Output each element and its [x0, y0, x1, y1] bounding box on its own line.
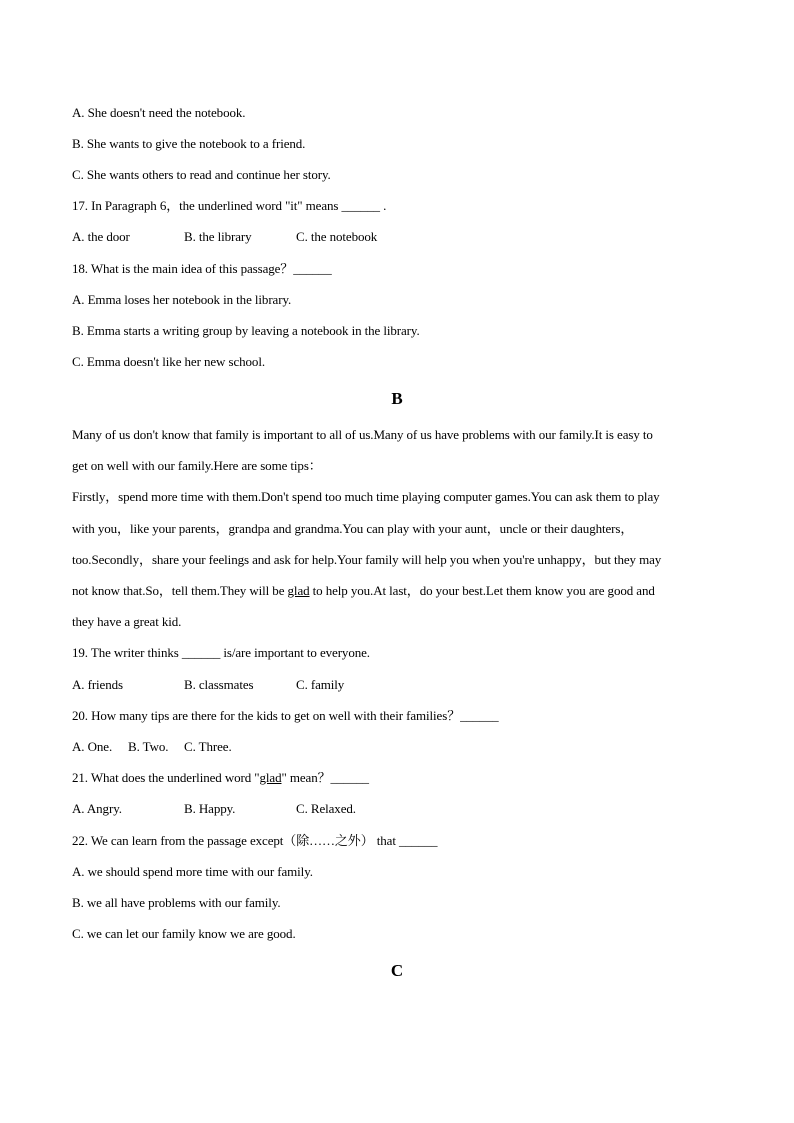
q16-option-b: B. She wants to give the notebook to a friend.	[72, 136, 306, 151]
q16-option-c: C. She wants others to read and continue her story.	[72, 167, 331, 182]
passage-line-3: Firstly，spend more time with them.Don't spend too much time playing computer games.You can ask them to play	[72, 489, 660, 504]
q21-underlined-word: glad	[259, 770, 282, 785]
q20-option-b: B. Two.	[128, 739, 169, 754]
q20-option-c: C. Three.	[184, 739, 232, 754]
section-b-heading: B	[391, 389, 403, 408]
q21-option-b: B. Happy.	[184, 801, 236, 816]
q22-option-a: A. we should spend more time with our family.	[72, 864, 313, 879]
q17-options	[72, 229, 377, 245]
q21-stem-start: 21. What does the underlined word "	[72, 770, 260, 785]
q17-option-b: B. the library	[184, 229, 252, 244]
q16-option-a: A. She doesn't need the notebook.	[72, 105, 246, 120]
q19-options	[72, 677, 344, 693]
passage-line-7: they have a great kid.	[72, 614, 182, 629]
q21-option-a: A. Angry.	[72, 801, 122, 816]
q22-option-c: C. we can let our family know we are good.	[72, 926, 296, 941]
passage-line-5: too.Secondly，share your feelings and ask for help.Your family will help you when you're unhappy，but they may	[72, 552, 662, 567]
passage-line-6-start: not know that.So，tell them.They will be	[72, 583, 288, 598]
passage-line-6-end: to help you.At last，do your best.Let them know you are good and	[309, 583, 655, 598]
q19-option-c: C. family	[296, 677, 345, 692]
underlined-word-glad: glad	[287, 583, 310, 598]
q17-option-c: C. the notebook	[296, 229, 378, 244]
q22-option-b: B. we all have problems with our family.	[72, 895, 281, 910]
q21-stem-end: " mean？______	[281, 770, 369, 785]
section-c-heading: C	[390, 961, 404, 980]
passage-line-1: Many of us don't know that family is important to all of us.Many of us have problems with our family.It is easy to	[72, 427, 653, 442]
q17-option-a: A. the door	[72, 229, 130, 244]
q21-options	[72, 801, 356, 817]
q19-option-a: A. friends	[72, 677, 123, 692]
q20-stem: 20. How many tips are there for the kids to get on well with their families？______	[72, 708, 499, 723]
passage-line-6	[72, 583, 655, 599]
q20-options	[72, 739, 232, 755]
q19-stem: 19. The writer thinks ______ is/are important to everyone.	[72, 645, 370, 660]
q18-option-a: A. Emma loses her notebook in the library.	[72, 292, 292, 307]
q18-option-c: C. Emma doesn't like her new school.	[72, 354, 265, 369]
q18-stem: 18. What is the main idea of this passage？______	[72, 261, 332, 276]
q17-stem: 17. In Paragraph 6，the underlined word "it" means ______ .	[72, 198, 387, 213]
q20-option-a: A. One.	[72, 739, 113, 754]
q22-stem: 22. We can learn from the passage except（除……之外） that ______	[72, 833, 438, 848]
q18-option-b: B. Emma starts a writing group by leaving a notebook in the library.	[72, 323, 420, 338]
q21-option-c: C. Relaxed.	[296, 801, 356, 816]
q19-option-b: B. classmates	[184, 677, 254, 692]
passage-line-4: with you，like your parents，grandpa and grandma.You can play with your aunt，uncle or their daughters，	[72, 521, 634, 536]
q21-stem	[72, 770, 369, 786]
passage-line-2: get on well with our family.Here are some tips：	[72, 458, 322, 473]
